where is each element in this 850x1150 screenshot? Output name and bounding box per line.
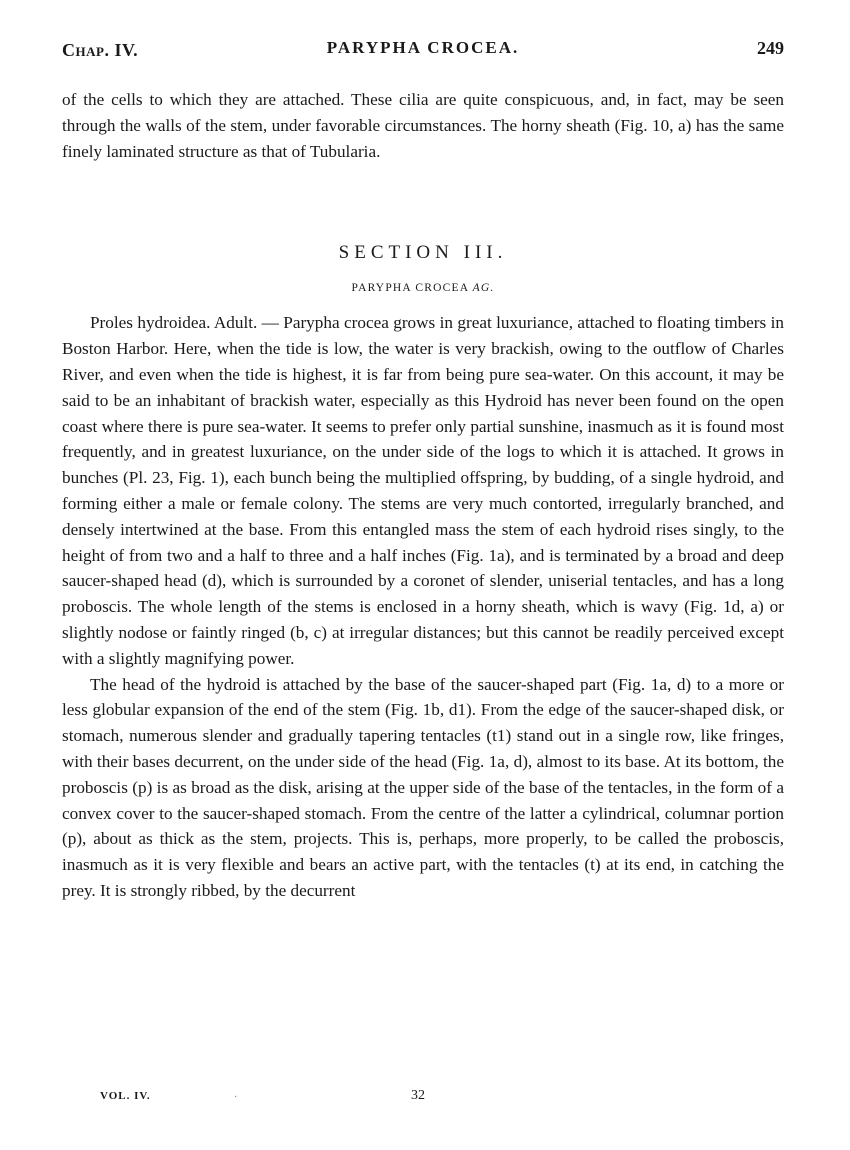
page-title: PARYPHA CROCEA.	[326, 38, 520, 57]
species-authority: AG.	[472, 282, 495, 295]
page-footer	[100, 1090, 750, 1110]
book-page	[62, 36, 784, 904]
volume-label: VOL. IV.	[100, 1090, 151, 1102]
species-name: PARYPHA CROCEA	[351, 282, 469, 295]
running-head	[62, 36, 784, 66]
page-number: 249	[757, 38, 784, 58]
species-heading	[62, 282, 784, 294]
paragraph-adult: Proles hydroidea. Adult. — Parypha crocea grows in great luxuriance, attached to floating timbers in Boston Harbor. Here, when the tide is low, the water is very brackish, owing to the outflow of Charles River, and even when the tide is highest, it is far from being pure sea-water. On this account, it may be said to be an inhabitant of brackish water, especially as this Hydroid has never been found on the open coast where there is pure sea-water. It seems to prefer only partial sunshine, inasmuch as it is found most frequently, and in greatest luxuriance, on the under side of the logs to which it is attached. It grows in bunches (Pl. 23, Fig. 1), each bunch being the multiplied offspring, by budding, of a single hydroid, and forming either a male or female colony. The stems are very much contorted, irregularly branched, and densely intertwined at the base. From this entangled mass the stem of each hydroid rises singly, to the height of from two and a half to three and a half inches (Fig. 1a), and is terminated by a broad and deep saucer-shaped head (d), which is surrounded by a coronet of slender, uniserial tentacles, and has a long proboscis. The whole length of the stems is enclosed in a horny sheath, which is wavy (Fig. 1d, a) or slightly nodose or faintly ringed (b, c) at irregular distances; but this cannot be readily perceived except with a slightly magnifying power.	[62, 313, 784, 668]
signature-mark: 32	[411, 1088, 425, 1103]
footer-mark: ·	[234, 1092, 238, 1103]
main-text	[62, 87, 784, 904]
opening-paragraph: of the cells to which they are attached. These cilia are quite conspicuous, and, in fact, may be seen through the walls of the stem, under favorable circumstances. The horny sheath (Fig. 10, a) has the same finely laminated structure as that of Tubularia.	[62, 90, 784, 161]
chapter-label: Chap. IV.	[62, 40, 139, 60]
paragraph-head: The head of the hydroid is attached by the base of the saucer-shaped part (Fig. 1a, d) to a more or less globular expansion of the end of the stem (Fig. 1b, d1). From the edge of the saucer-shaped disk, or stomach, numerous slender and gradually tapering tentacles (t1) stand out in a single row, like fringes, with their bases decurrent, on the under side of the head (Fig. 1a, d), almost to its base. At its bottom, the proboscis (p) is as broad as the disk, arising at the upper side of the base of the tentacles, in the form of a convex cover to the saucer-shaped stomach. From the centre of the latter a cylindrical, columnar portion (p), about as thick as the stem, projects. This is, perhaps, more properly, to be called the proboscis, inasmuch as it is very flexible and bears an active part, with the tentacles (t) at its end, in catching the prey. It is strongly ribbed, by the decurrent	[62, 674, 784, 900]
section-heading: SECTION III.	[338, 242, 508, 264]
